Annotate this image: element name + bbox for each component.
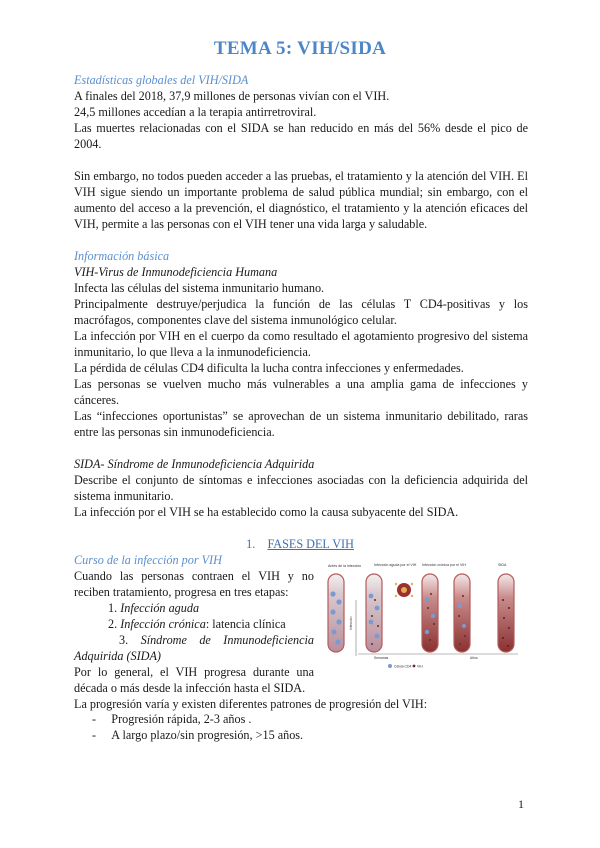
legend-vih-label: VIH bbox=[417, 664, 423, 669]
basic-line-5: Las personas se vuelven mucho más vulnerables a una amplia gama de infecciones y cánceres. bbox=[74, 377, 528, 407]
section-number: 1. bbox=[246, 537, 256, 551]
stats-line-1: A finales del 2018, 37,9 millones de personas vivían con el VIH. bbox=[74, 89, 390, 103]
section-title: FASES DEL VIH bbox=[267, 537, 354, 551]
figure-label-chronic: Infección crónica por el VIH bbox=[422, 563, 466, 567]
stage-2-suffix: : latencia clínica bbox=[205, 617, 286, 631]
basic-line-6: Las “infecciones oportunistas” se aprovechan de un sistema inmunitario debilitado, raras entre las personas sin inmunodeficiencia. bbox=[74, 409, 528, 439]
stage-3: 3. Síndrome de Inmunodeficiencia Adquirida (SIDA) bbox=[74, 633, 314, 663]
stage-2-label: Infección crónica bbox=[120, 617, 206, 631]
section-fases bbox=[0, 537, 600, 552]
page-number: 1 bbox=[518, 797, 524, 811]
figure-label-before: Antes de la infección bbox=[328, 564, 362, 568]
stats-heading: Estadísticas globales del VIH/SIDA bbox=[74, 73, 249, 87]
tube-4 bbox=[454, 574, 470, 652]
tube-3 bbox=[422, 574, 438, 652]
fases-intro: Cuando las personas contraen el VIH y no reciben tratamiento, progresa en tres etapas: bbox=[74, 569, 314, 599]
sida-subheading: SIDA- Síndrome de Inmunodeficiencia Adquirida bbox=[74, 457, 315, 471]
tube-2 bbox=[366, 574, 382, 652]
virus-icon bbox=[395, 583, 413, 597]
stage-1-label: Infección aguda bbox=[120, 601, 200, 615]
sida-line-2: La infección por el VIH se ha establecido como la causa subyacente del SIDA. bbox=[74, 505, 459, 519]
basic-line-1: Infecta las células del sistema inmunitario humano. bbox=[74, 281, 325, 295]
axis-years-label: Años bbox=[470, 656, 478, 660]
basic-line-3: La infección por VIH en el cuerpo da como resultado el agotamiento progresivo del sistema inmunitario, lo que lleva a la inmunodeficiencia. bbox=[74, 329, 528, 359]
stats-line-3: Las muertes relacionadas con el SIDA se han reducido en más del 56% desde el pico de 2004. bbox=[74, 121, 528, 151]
tube-1 bbox=[328, 574, 344, 652]
figure-label-sida: SIDA bbox=[498, 563, 507, 567]
axis-weeks-label: Semanas bbox=[374, 656, 389, 660]
sida-line-1: Describe el conjunto de síntomas e infecciones asociadas con la deficiencia adquirida del sistema inmunitario. bbox=[74, 473, 528, 503]
legend-cd4-swatch bbox=[388, 664, 392, 668]
stage-1: 1. Infección aguda bbox=[108, 601, 200, 615]
fases-paragraph-1: Por lo general, el VIH progresa durante una década o más desde la infección hasta el SIDA. bbox=[74, 665, 314, 695]
stats-paragraph: Sin embargo, no todos pueden acceder a las pruebas, el tratamiento y la atención del VIH. El VIH sigue siendo un importante problema de salud pública mundial; sin embargo, con el aumento del acceso a la prevención, el diagnóstico, el tratamiento y la atención eficaces del VIH, permite a las personas con el VIH tener una vida larga y saludable. bbox=[74, 169, 528, 231]
stage-3-label: Síndrome de Inmunodeficiencia Adquirida (SIDA) bbox=[74, 633, 314, 663]
page-title: TEMA 5: VIH/SIDA bbox=[213, 38, 387, 59]
tube-5 bbox=[498, 574, 514, 652]
figure-label-acute: Infección aguda por el VIH bbox=[374, 563, 417, 567]
legend-cd4-label: Célula CD4 bbox=[394, 664, 412, 669]
fases-paragraph-2: La progresión varía y existen diferentes patrones de progresión del VIH: bbox=[74, 697, 428, 711]
vih-subheading: VIH-Virus de Inmunodeficiencia Humana bbox=[74, 265, 278, 279]
basic-line-4: La pérdida de células CD4 dificulta la lucha contra infecciones y enfermedades. bbox=[74, 361, 464, 375]
stage-2: 2. Infección crónica: latencia clínica bbox=[108, 617, 286, 631]
legend-vih-swatch bbox=[413, 665, 416, 668]
basic-line-2: Principalmente destruye/perjudica la función de las células T CD4-positivas y los macrófagos, componentes clave del sistema inmunológico celular. bbox=[74, 297, 528, 327]
stats-line-2: 24,5 millones accedían a la terapia antirretroviral. bbox=[74, 105, 317, 119]
axis-infection-label: Infección bbox=[349, 616, 353, 630]
fases-heading: Curso de la infección por VIH bbox=[74, 553, 222, 567]
bullet-2: - A largo plazo/sin progresión, >15 años. bbox=[92, 728, 304, 742]
basic-info-heading: Información básica bbox=[74, 249, 170, 263]
bullet-1: - Progresión rápida, 2-3 años . bbox=[92, 712, 252, 726]
hiv-progression-figure bbox=[322, 560, 522, 680]
